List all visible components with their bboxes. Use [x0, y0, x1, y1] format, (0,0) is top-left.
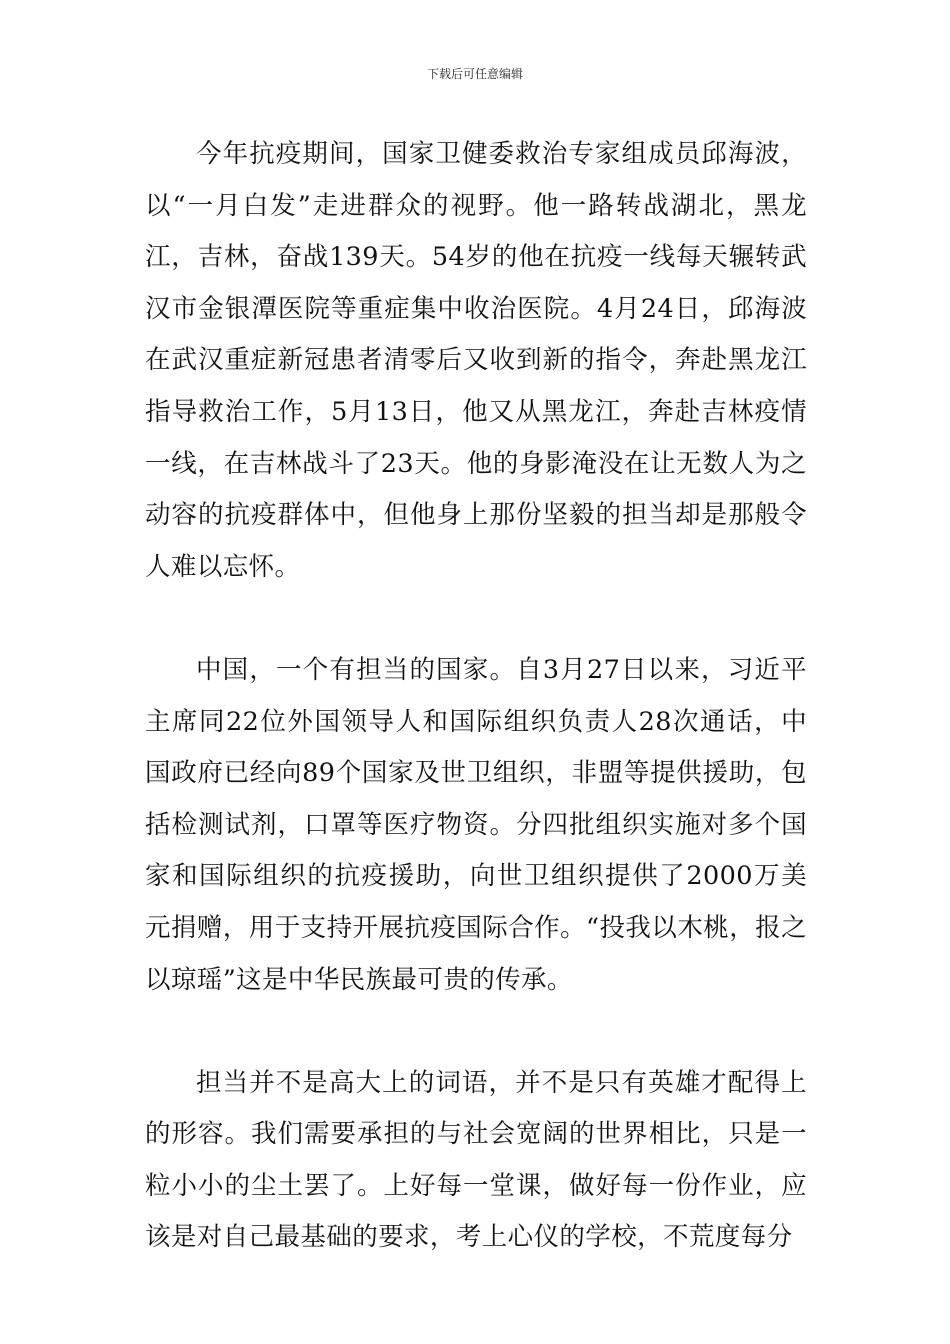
paragraph-2: 中国，一个有担当的国家。自3月27日以来，习近平主席同22位外国领导人和国际组织负责人28次通话，中国政府已经向89个国家及世卫组织，非盟等提供援助，包括检测试剂，口罩等医疗物资。分四批组织实施对多个国家和国际组织的抗疫援助，向世卫组织提供了2000万美元捐赠，用于支持开展抗疫国际合作。“投我以木桃，报之以琼瑶”这是中华民族最可贵的传承。 — [145, 654, 807, 995]
document-body — [145, 129, 807, 1264]
paragraph-1: 今年抗疫期间，国家卫健委救治专家组成员邱海波，以“一月白发”走进群众的视野。他一路转战湖北，黑龙江，吉林，奋战139天。54岁的他在抗疫一线每天辗转武汉市金银潭医院等重症集中收治医院。4月24日，邱海波在武汉重症新冠患者清零后又收到新的指令，奔赴黑龙江指导救治工作，5月13日，他又从黑龙江，奔赴吉林疫情一线，在吉林战斗了23天。他的身影淹没在让无数人为之动容的抗疫群体中，但他身上那份坚毅的担当却是那般令人难以忘怀。 — [145, 139, 807, 582]
page-header-note: 下载后可任意编辑 — [426, 67, 523, 81]
paragraph-3: 担当并不是高大上的词语，并不是只有英雄才配得上的形容。我们需要承担的与社会宽阔的世界相比，只是一粒小小的尘土罢了。上好每一堂课，做好每一份作业，应该是对自己最基础的要求，考上心仪的学校，不荒度每分 — [145, 1067, 807, 1253]
